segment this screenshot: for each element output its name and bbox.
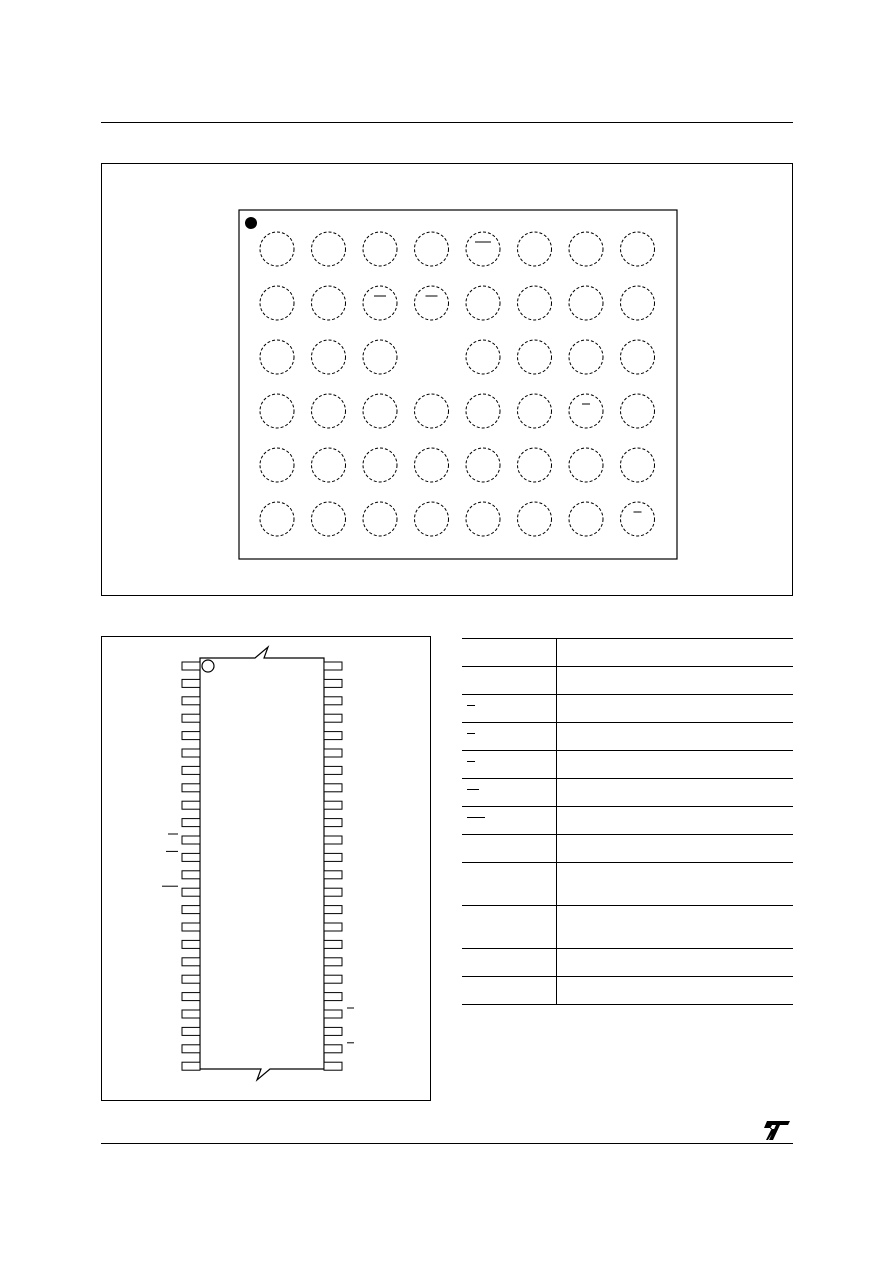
overbar-mark: [467, 817, 485, 818]
pin1-notch-icon: [202, 660, 214, 672]
tsop-pin-left: [182, 697, 200, 705]
signal-description-cell: [557, 977, 794, 1005]
tsop-pin-left: [182, 819, 200, 827]
tsop-pin-right: [324, 940, 342, 948]
tsop-pin-left: [182, 1045, 200, 1053]
signal-description-cell: [557, 695, 794, 723]
tsop-pin-right: [324, 1062, 342, 1070]
signal-table-row: [462, 906, 793, 949]
tsop-pin-left: [182, 836, 200, 844]
signal-names-table: [462, 638, 793, 1005]
signal-description-cell: [557, 807, 794, 835]
overbar-mark: [467, 733, 475, 734]
signal-description-cell: [557, 779, 794, 807]
signal-name-cell: [462, 667, 557, 695]
tsop-pin-left: [182, 749, 200, 757]
tsop-pin-left: [182, 1010, 200, 1018]
signal-table-row: [462, 723, 793, 751]
tsop-pin-right: [324, 1027, 342, 1035]
tsop-pin-right: [324, 732, 342, 740]
signal-name-cell: [462, 779, 557, 807]
tsop-pin-right: [324, 749, 342, 757]
tsop-pin-right: [324, 993, 342, 1001]
overbar-mark: [467, 761, 475, 762]
signal-name-cell: [462, 751, 557, 779]
signal-description-cell: [557, 751, 794, 779]
tsop-pin-left: [182, 679, 200, 687]
signal-description-cell: [557, 949, 794, 977]
tsop-pin-right: [324, 1045, 342, 1053]
tsop-pin-right: [324, 853, 342, 861]
tsop-pin-right: [324, 784, 342, 792]
signal-name-cell: [462, 639, 557, 667]
tsop-pin-right: [324, 871, 342, 879]
st-logo-icon: [752, 1116, 792, 1142]
tsop-pin-left: [182, 801, 200, 809]
tsop-pin-left: [182, 1027, 200, 1035]
signal-name-cell: [462, 835, 557, 863]
signal-name-cell: [462, 723, 557, 751]
signal-table-row: [462, 695, 793, 723]
tsop-pin-left: [182, 906, 200, 914]
signal-description-cell: [557, 835, 794, 863]
signal-table-row: [462, 863, 793, 906]
tsop-pin-right: [324, 801, 342, 809]
signal-name-cell: [462, 949, 557, 977]
tsop-pin-right: [324, 697, 342, 705]
tsop-pin-right: [324, 923, 342, 931]
signal-description-cell: [557, 723, 794, 751]
signal-description-cell: [557, 906, 794, 949]
tsop-pin-right: [324, 819, 342, 827]
signal-name-cell: [462, 807, 557, 835]
signal-name-cell: [462, 906, 557, 949]
signal-table-row: [462, 639, 793, 667]
tsop-pin-left: [182, 853, 200, 861]
tsop-pin-left: [182, 975, 200, 983]
signal-name-cell: [462, 863, 557, 906]
tsop-pin-right: [324, 906, 342, 914]
tsop-pin-right: [324, 836, 342, 844]
tsop-pin-left: [182, 714, 200, 722]
tsop-pin-left: [182, 1062, 200, 1070]
overbar-mark: [467, 705, 475, 706]
tsop-pin-left: [182, 923, 200, 931]
tsop-pin-right: [324, 662, 342, 670]
signal-table-row: [462, 835, 793, 863]
signal-table-row: [462, 949, 793, 977]
tsop-pin-left: [182, 871, 200, 879]
tsop-pin-left: [182, 766, 200, 774]
signal-name-cell: [462, 977, 557, 1005]
tsop-pin-left: [182, 993, 200, 1001]
tsop-pin-right: [324, 958, 342, 966]
tsop-pin-left: [182, 732, 200, 740]
signal-table-row: [462, 667, 793, 695]
tsop-pin-right: [324, 1010, 342, 1018]
footer-rule: [101, 1143, 793, 1144]
tsop-pin-left: [182, 784, 200, 792]
tsop-pin-left: [182, 958, 200, 966]
tsop-pin-right: [324, 975, 342, 983]
signal-description-cell: [557, 667, 794, 695]
signal-description-cell: [557, 639, 794, 667]
signal-table-row: [462, 779, 793, 807]
signal-table-row: [462, 807, 793, 835]
tsop-pin-right: [324, 766, 342, 774]
signal-description-cell: [557, 863, 794, 906]
tsop-pin-left: [182, 888, 200, 896]
tsop-body: [200, 647, 324, 1080]
tsop-pin-left: [182, 940, 200, 948]
signal-name-cell: [462, 695, 557, 723]
tsop-pin-left: [182, 662, 200, 670]
overbar-mark: [467, 789, 479, 790]
signal-table-row: [462, 977, 793, 1005]
tsop-pin-right: [324, 888, 342, 896]
tsop-pin-right: [324, 714, 342, 722]
signal-table-row: [462, 751, 793, 779]
tsop-pin-right: [324, 679, 342, 687]
